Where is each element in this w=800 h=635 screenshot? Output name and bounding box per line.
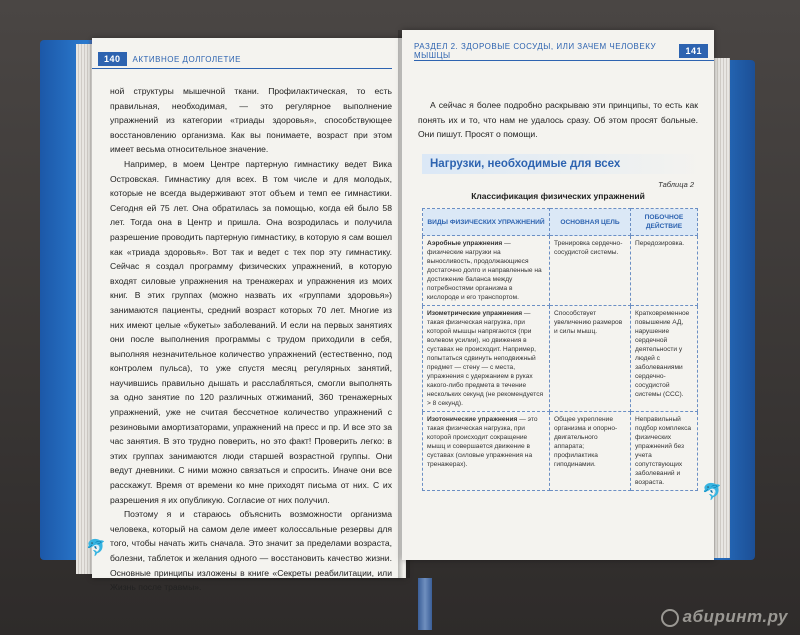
dolphin-icon: 🐬 xyxy=(702,484,722,501)
exercise-term: Аэробные упражнения xyxy=(427,240,503,247)
table-cell-type xyxy=(423,306,550,412)
exercise-description: — это такая физическая нагрузка, при которой происходит сокращение мышц и совершается движение в суставах (силовые упражнения на тренажерах). xyxy=(427,416,538,468)
left-running-header xyxy=(92,50,392,69)
left-body-text xyxy=(110,84,392,595)
exercise-classification-table xyxy=(422,208,698,491)
table-cell-side-effect: Кратковременное повышение АД, нарушение сердечной деятельности у людей с заболеваниями сердечно-сосудистой системы (ССС). xyxy=(631,306,698,412)
right-running-head: РАЗДЕЛ 2. ЗДОРОВЫЕ СОСУДЫ, ИЛИ ЗАЧЕМ ЧЕЛОВЕКУ МЫШЦЫ xyxy=(414,42,657,60)
bookmark-ribbon xyxy=(418,578,432,630)
right-page-number: 141 xyxy=(679,44,708,58)
table-cell-type xyxy=(423,412,550,491)
section-title: Нагрузки, необходимые для всех xyxy=(422,154,702,174)
exercise-term: Изометрические упражнения xyxy=(427,310,523,317)
table-cell-side-effect: Передозировка. xyxy=(631,236,698,306)
watermark-text: абиринт.ру xyxy=(682,607,788,626)
left-running-head: АКТИВНОЕ ДОЛГОЛЕТИЕ xyxy=(132,54,241,64)
right-page xyxy=(402,30,722,560)
table-row xyxy=(423,306,698,412)
left-page xyxy=(86,38,406,593)
table-cell-goal: Общее укрепление организма и опорно-двигательного аппарата; профилактика гиподинамии. xyxy=(550,412,631,491)
right-running-header xyxy=(414,42,714,61)
table-header: ВИДЫ ФИЗИЧЕСКИХ УПРАЖНЕНИЙ xyxy=(423,209,550,236)
table-cell-goal: Способствует увеличению размеров и силы мышц. xyxy=(550,306,631,412)
left-page-number: 140 xyxy=(98,52,127,66)
paragraph: Поэтому я и стараюсь объяснить возможности организма человека, который на самом деле имеет колоссальные резервы для того, чтобы начать жить сначала. Это значит за пределами возраста, болезни, таблеток и желания одного — восстановить качество жизни. Основные принципы изложены в книге «Секреты реабилитации, или Жизнь после травмы». xyxy=(110,509,392,593)
table-cell-type xyxy=(423,236,550,306)
table-number: Таблица 2 xyxy=(658,180,694,189)
table-cell-goal: Тренировка сердечно-сосудистой системы. xyxy=(550,236,631,306)
dolphin-icon: 🐬 xyxy=(86,540,106,557)
right-intro-text xyxy=(418,98,698,142)
exercise-description: — физические нагрузки на выносливость, продолжающиеся достаточно долго и направленные на достижение баланса между потребностями организма в кислороде и его транспортом. xyxy=(427,240,542,301)
labirint-logo-icon xyxy=(661,609,679,627)
table-row xyxy=(423,412,698,491)
exercise-description: — такая физическая нагрузка, при которой мышцы напрягаются (при волевом усилии), но движения в суставах не происходит. Например, попытаться сдвинуть неподвижный предмет — стену — с места, упражнения с удержанием в руках какого-либо предмета в течение нескольких секунд (не рекомендуется > 8 секунд). xyxy=(427,310,544,407)
table-header: ОСНОВНАЯ ЦЕЛЬ xyxy=(550,209,631,236)
paragraph: Например, в моем Центре партерную гимнастику ведет Вика Островская. Гимнастику для всех. В том числе и для молодых, которые не всегда выдерживают этот объем и темп ее гимнастики. Сегодня ей 75 лет. Она обратилась за помощью, когда ей было 58 лет. Тогда она в Центр и пришла. Она возродилась и получила разрешение проводить партерную гимнастику, в которую я сам вошел как «триада здоровья». Вот так и ведет с тех пор эту гимнастику. Сейчас я создал программу физических упражнений, в которую входят силовые упражнения на тренажерах и упражнения из моих книг. В этих группах (можно назвать их «группами здоровья») занимаются пациенты, средний возраст которых 70 лет. Многие из них имеют целые «букеты» заболеваний. И если на первых занятиях они после выполнения программы с трудом приходили в себя, выполняя незначительное количество упражнений (естественно, под контролем пульса), то уже спустя месяц регулярных занятий, научившись правильно дышать и расслабляться, смогли выполнять за одно занятие по 120 различных отжиманий, 360 тренажерных упражнений, уже не считая бессчетное количество упражнений с резиновыми амортизаторами, упражнений на пресс и пр. И все это за час занятия. В это трудно поверить, но это факт! Проверить легко: в этих группах занимаются люди старшей возрастной группы. Они ведут дневники. С ними можно связаться и спросить. Иначе они все расскажут. Время от времени ко мне приходят письма от них. С их разрешения я их опубликую. Согласие от них получил. xyxy=(110,158,392,505)
table-cell-side-effect: Неправильный подбор комплекса физических упражнений без учета сопутствующих заболеваний и возраста. xyxy=(631,412,698,491)
paragraph: А сейчас я более подробно раскрываю эти принципы, то есть как понять их и то, что нам не удалось сразу. Об этом просят больные. Они пишут. Просят о помощи. xyxy=(418,100,698,140)
table-title: Классификация физических упражнений xyxy=(471,191,645,201)
table-row xyxy=(423,236,698,306)
table-header: ПОБОЧНОЕ ДЕЙСТВИЕ xyxy=(631,209,698,236)
paragraph: ной структуры мышечной ткани. Профилактическая, то есть правильная, необходимая, — это регулярное выполнение упражнений из категории «триады здоровья», способствующее восстановлению организма. Как вы понимаете, возраст при этом имеет весьма относительное значение. xyxy=(110,86,392,155)
watermark xyxy=(661,607,788,627)
exercise-term: Изотонические упражнения xyxy=(427,416,518,423)
